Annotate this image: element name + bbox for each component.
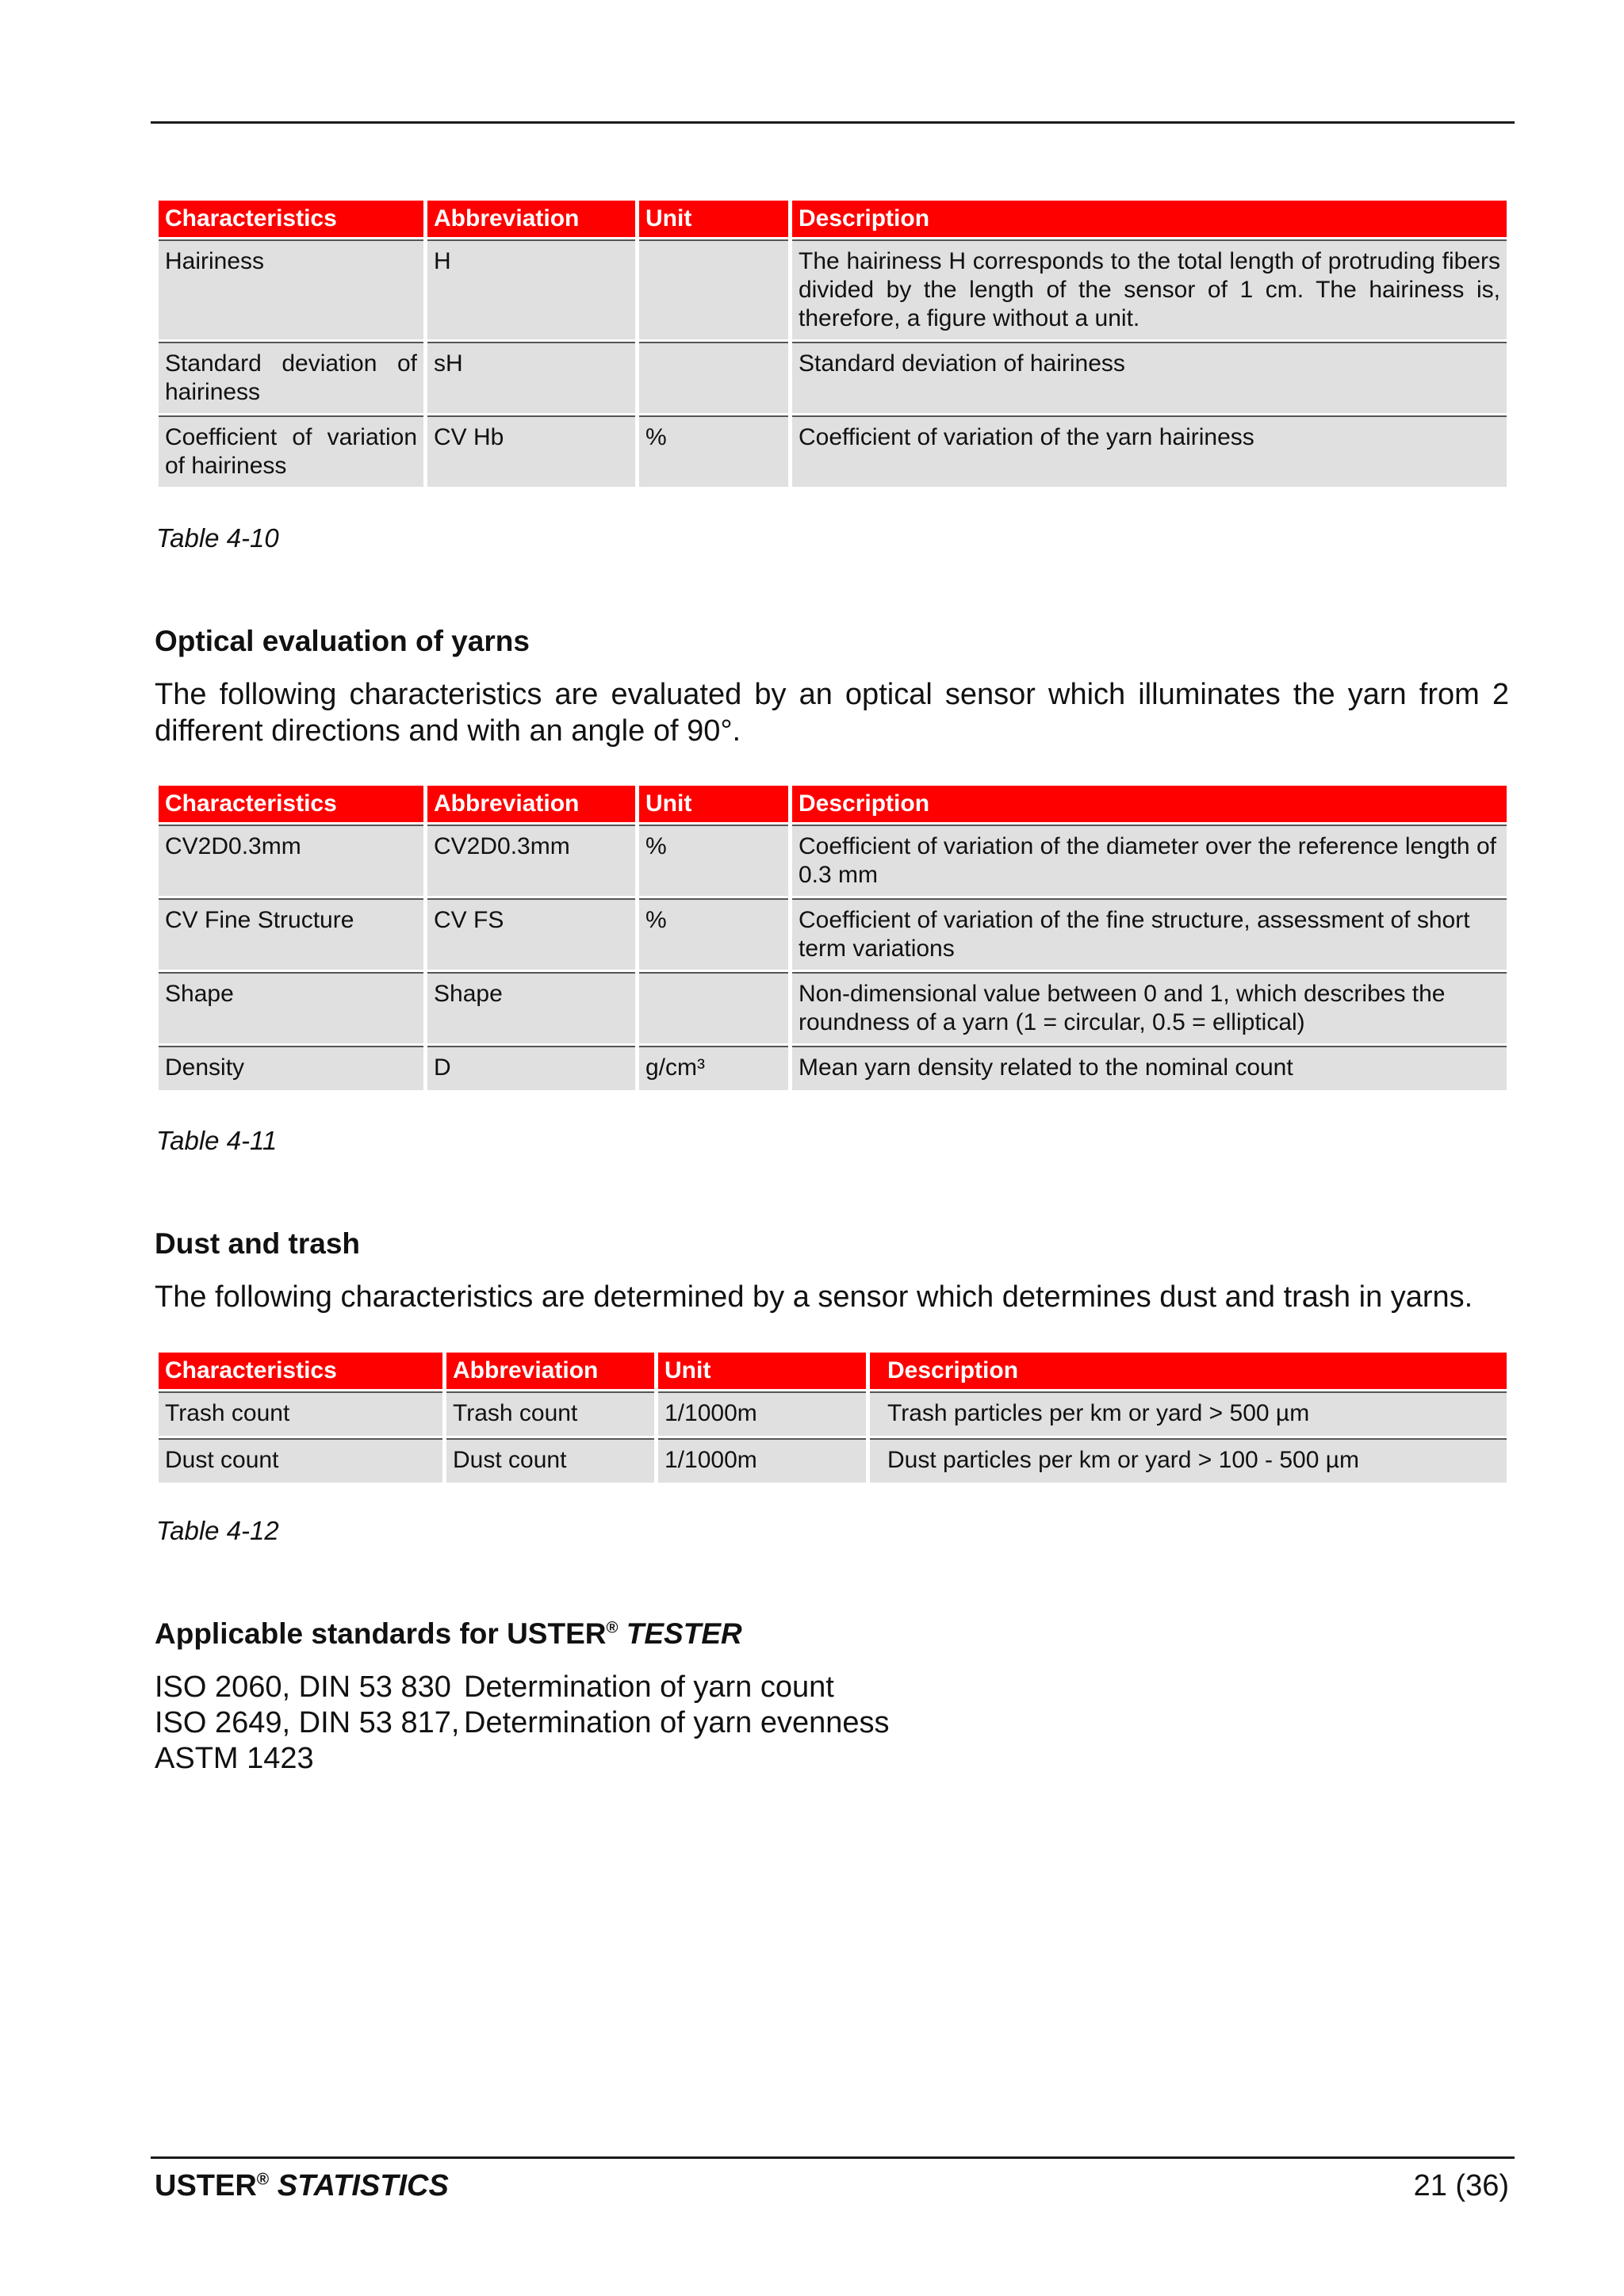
- column-header: Abbreviation: [427, 201, 635, 237]
- table-row: [159, 239, 1507, 339]
- list-item: [155, 1670, 890, 1705]
- table-cell: CV FS: [427, 898, 635, 970]
- table-cell: CV Fine Structure: [159, 898, 423, 970]
- table-cell: Coefficient of variation of the fine structure, assessment of short term variations: [792, 898, 1507, 970]
- header-rule: [151, 121, 1515, 124]
- table-row: [159, 972, 1507, 1043]
- table-caption: Table 4-12: [156, 1516, 279, 1545]
- table-cell: Coefficient of variation of hairiness: [159, 415, 423, 487]
- column-header: Characteristics: [159, 201, 423, 237]
- table-cell: Hairiness: [159, 239, 423, 339]
- column-header: Abbreviation: [427, 786, 635, 822]
- table-cell: 1/1000m: [658, 1438, 866, 1483]
- table-cell: g/cm³: [639, 1046, 788, 1090]
- table-cell: Dust count: [446, 1438, 654, 1483]
- table-4-12: [155, 1350, 1511, 1485]
- table-cell: Shape: [427, 972, 635, 1043]
- registered-mark: ®: [606, 1619, 619, 1637]
- table-caption: Table 4-10: [156, 523, 279, 553]
- table-cell: %: [639, 415, 788, 487]
- table-cell: Dust count: [159, 1438, 442, 1483]
- standard-code: ISO 2649, DIN 53 817,: [155, 1706, 460, 1739]
- standard-description: Determination of yarn evenness: [464, 1706, 890, 1739]
- table-cell: [639, 239, 788, 339]
- footer-rule: [151, 2156, 1515, 2159]
- table-cell: The hairiness H corresponds to the total length of protruding fibers divided by the length of the sensor of 1 cm. The hairiness is, therefore, a figure without a unit.: [792, 239, 1507, 339]
- section-heading: Dust and trash: [155, 1227, 361, 1260]
- table-header-row: [159, 201, 1507, 237]
- table-cell: [639, 972, 788, 1043]
- table-caption: Table 4-11: [156, 1126, 278, 1155]
- section-paragraph: The following characteristics are evaluated by an optical sensor which illuminates the yarn from 2 different directions and with an angle of 90°.: [155, 678, 1509, 748]
- registered-mark: ®: [256, 2170, 270, 2189]
- page-number: 21 (36): [1413, 2169, 1509, 2202]
- table-cell: Trash count: [159, 1391, 442, 1436]
- footer-product: STATISTICS: [277, 2169, 449, 2202]
- table-row: [159, 1391, 1507, 1436]
- column-header: Description: [870, 1353, 1507, 1389]
- table-cell: Standard deviation of hairiness: [792, 342, 1507, 413]
- column-header: Characteristics: [159, 786, 423, 822]
- footer-brand: [155, 2169, 449, 2203]
- standards-heading-suffix: TESTER: [626, 1617, 742, 1650]
- table-cell: H: [427, 239, 635, 339]
- table-cell: Density: [159, 1046, 423, 1090]
- column-header: Unit: [658, 1353, 866, 1389]
- standard-code: ASTM 1423: [155, 1742, 314, 1775]
- table-cell: Dust particles per km or yard > 100 - 500 µm: [870, 1438, 1507, 1483]
- column-header: Unit: [639, 201, 788, 237]
- section-paragraph: The following characteristics are determined by a sensor which determines dust and trash in yarns.: [155, 1280, 1473, 1314]
- standards-heading-prefix: Applicable standards for USTER: [155, 1617, 607, 1650]
- table-row: [159, 898, 1507, 970]
- table-cell: D: [427, 1046, 635, 1090]
- column-header: Characteristics: [159, 1353, 442, 1389]
- table-cell: Coefficient of variation of the diameter over the reference length of 0.3 mm: [792, 825, 1507, 896]
- column-header: Abbreviation: [446, 1353, 654, 1389]
- table-row: [159, 415, 1507, 487]
- table-row: [159, 1438, 1507, 1483]
- table-cell: CV2D0.3mm: [159, 825, 423, 896]
- table-cell: Shape: [159, 972, 423, 1043]
- table-row: [159, 342, 1507, 413]
- table-header-row: [159, 786, 1507, 822]
- table-cell: %: [639, 825, 788, 896]
- table-row: [159, 825, 1507, 896]
- table-cell: CV2D0.3mm: [427, 825, 635, 896]
- table-cell: %: [639, 898, 788, 970]
- table-header-row: [159, 1353, 1507, 1389]
- table-cell: Mean yarn density related to the nominal count: [792, 1046, 1507, 1090]
- standards-list: [155, 1670, 890, 1777]
- table-4-11: [155, 783, 1511, 1093]
- table-4-10: [155, 198, 1511, 489]
- table-cell: 1/1000m: [658, 1391, 866, 1436]
- table-cell: sH: [427, 342, 635, 413]
- standard-code: ISO 2060, DIN 53 830: [155, 1670, 451, 1704]
- standards-heading: [155, 1617, 742, 1651]
- column-header: Unit: [639, 786, 788, 822]
- table-cell: Trash count: [446, 1391, 654, 1436]
- footer-brand-name: USTER: [155, 2169, 257, 2202]
- table-cell: Coefficient of variation of the yarn hairiness: [792, 415, 1507, 487]
- list-item: [155, 1741, 890, 1777]
- section-heading: Optical evaluation of yarns: [155, 625, 530, 657]
- table-cell: [639, 342, 788, 413]
- column-header: Description: [792, 786, 1507, 822]
- table-cell: CV Hb: [427, 415, 635, 487]
- table-cell: Trash particles per km or yard > 500 µm: [870, 1391, 1507, 1436]
- table-row: [159, 1046, 1507, 1090]
- standard-description: Determination of yarn count: [464, 1670, 834, 1704]
- list-item: [155, 1705, 890, 1741]
- column-header: Description: [792, 201, 1507, 237]
- table-cell: Non-dimensional value between 0 and 1, which describes the roundness of a yarn (1 = circular, 0.5 = elliptical): [792, 972, 1507, 1043]
- table-cell: Standard deviation of hairiness: [159, 342, 423, 413]
